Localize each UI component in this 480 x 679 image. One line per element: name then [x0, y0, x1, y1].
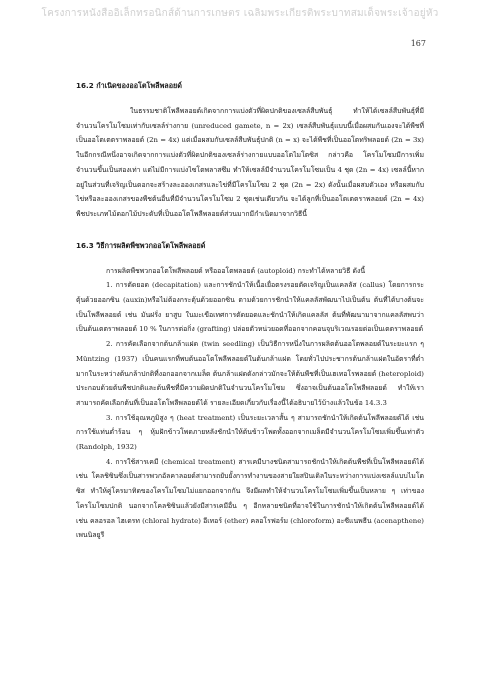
page-number: 167	[410, 39, 426, 48]
list-item-twin-seedling: 2. การคัดเลือกจากต้นกล้าแฝด (twin seedling) เป็นวิธีการหนึ่งในการผลิตต้นออโตพลอยด์ในระยะแรก ๆ Müntzing (1937) เป็นคนแรกที่พบต้นออโตโพลีพลอยด์ในต้นกล้าแฝด โดยทั่วไปประชากรต้นกล้าแฝดในอัตราที่ต่ำมากในระหว่างต้นกล้าปกติที่งอกออกจากเมล็ด ต้นกล้าแฝดดังกล่าวมักจะให้ต้นพืชที่เป็นเฮเทอโรพลอยด์ (heteroploid) ประกอบด้วยต้นพืชปกติและต้นพืชที่มีความผิดปกติในจำนวนโครโมโซม ซึ่งอาจเป็นต้นออโตโพลีพลอยด์ ทำให้เราสามารถคัดเลือกต้นที่เป็นออโตโพลีพลอยด์ได้ รายละเอียดเกี่ยวกับเรื่องนี้ได้อธิบายไว้บ้างแล้วในข้อ 14.3.3	[76, 340, 424, 407]
list-item-heat-treatment: 3. การใช้อุณหภูมิสูง ๆ (heat treatment) เป็นระยะเวลาสั้น ๆ สามารถชักนำให้เกิดต้นโพลีพลอยด์ได้ เช่น การใช้แท่นต่ำร้อน ๆ หุ้มฝักข้าวโพดภายหลังชักนำให้ต้นข้าวโพดทั้งออกจากเมล็ดมีจำนวนโครโมโซมเพิ่มขึ้นเท่าตัว (Randolph, 1932)	[76, 413, 424, 452]
header-watermark: โครงการหนังสืออิเล็กทรอนิกส์ด้านการเกษตร เฉลิมพระเกียรติพระบาทสมเด็จพระเจ้าอยู่หัว	[41, 8, 439, 19]
section-16-2-paragraph: ในธรรมชาติโพลีพลอยด์เกิดจากการแบ่งตัวที่ผิดปกติของเซลล์สืบพันธุ์ ทำให้ได้เซลล์สืบพันธุ์ที่มีจำนวนโครโมโซมเท่ากับเซลล์ร่างกาย (unreduced gamete, n = 2x) เซลล์สืบพันธุ์แบบนี้เมื่อผสมกันเองจะได้พืชที่เป็นออโตเตตราพลอยด์ (2n = 4x) แต่เมื่อผสมกับเซลล์สืบพันธุ์ปกติ (n = x) จะได้พืชที่เป็นออโตทริพลอยด์ (2n = 3x) ในอีกกรณีหนึ่งอาจเกิดจากการแบ่งตัวที่ผิดปกติของเซลล์ร่างกายแบบออโตไมโตซิส กล่าวคือ โครโมโซมมีการเพิ่มจำนวนขึ้นเป็นสองเท่า แต่ไม่มีการแบ่งไซโตพลาสซึม ทำให้เซลล์มีจำนวนโครโมโซมเป็น 4 ชุด (2n = 4x) เซลล์นี้หากอยู่ในส่วนที่เจริญเป็นดอกจะสร้างละอองเกสรและไข่ที่มีโครโมโซม 2 ชุด (2n = 2x) ดังนั้นเมื่อผสมตัวเอง หรือผสมกับไข่หรือละอองเกสรของพืชต้นอื่นที่มีจำนวนโครโมโซม 2 ชุดเช่นเดียวกัน จะได้ลูกที่เป็นออโตเตตราพลอยด์ (2n = 4x) พืชประเภทไม้ดอกไม้ประดับที่เป็นออโตโพลีพลอยด์ส่วนมากมีกำเนิดมาจากวิธีนี้	[76, 107, 424, 218]
page-content	[76, 80, 424, 543]
list-item-decapitation: 1. การตัดยอด (decapitation) และการชักนำให้เนื้อเยื่อตรงรอยตัดเจริญเป็นแคลลัส (callus) โดยการกระตุ้นด้วยออกซิน (auxin)หรือไม่ต้องกระตุ้นด้วยออกซิน ตามด้วยการชักนำให้แคลลัสพัฒนาไปเป็นต้น ต้นที่ได้บางต้นจะเป็นโพลีพลอยด์ เช่น มันฝรั่ง ยาสูบ ในมะเขือเทศการตัดยอดและชักนำให้เกิดแคลลัส ต้นที่พัฒนามาจากแคลลัสพบว่า เป็นต้นเตตราพลอยด์ 10 % ในการต่อกิ่ง (grafting) ปล่อยตัวหน่วยอดที่ออกจากคอนจุบริเวณรอยต่อเป็นเตตราพลอยด์	[76, 281, 424, 334]
section-16-3-intro: การผลิตพืชพวกออโตโพลีพลอยด์ หรือออโตพลอยด์ (autoploid) กระทำได้หลายวิธี ดังนี้	[106, 266, 366, 275]
section-heading-16-3: 16.3 วิธีการผลิตพืชพวกออโตโพลีพลอยด์	[76, 240, 206, 250]
list-item-chemical-treatment: 4. การใช้สารเคมี (chemical treatment) สารเคมีบางชนิดสามารถชักนำให้เกิดต้นพืชที่เป็นโพลีพลอยด์ได้ เช่น โคลชิซินซึ่งเป็นสารพวกอัลคาลอยด์สามารถยับยั้งการทำงานของสายใยสปินเดิลในระหว่างการแบ่งเซลล์แบบไมโตซิส ทำให้คู่โครมาทิดของโครโมโซมไม่แยกออกจากกัน จึงมีผลทำให้จำนวนโครโมโซมเพิ่มขึ้นเป็นหลาย ๆ เท่าของโครโมโซมปกติ นอกจากโคลชิซินแล้วยังมีสารเคมีอื่น ๆ อีกหลายชนิดที่อาจใช้ในการชักนำให้เกิดต้นโพลีพลอยด์ได้ เช่น คลอรอล ไฮเดรท (chloral hydrate) อีเทอร์ (ether) คลอโรฟอร์ม (chloroform) อะซีแนพธีน (acenapthene) เพนนิลยูรี	[76, 457, 424, 540]
section-heading-16-2: 16.2 กำเนิดของออโตโพลีพลอยด์	[76, 81, 182, 90]
